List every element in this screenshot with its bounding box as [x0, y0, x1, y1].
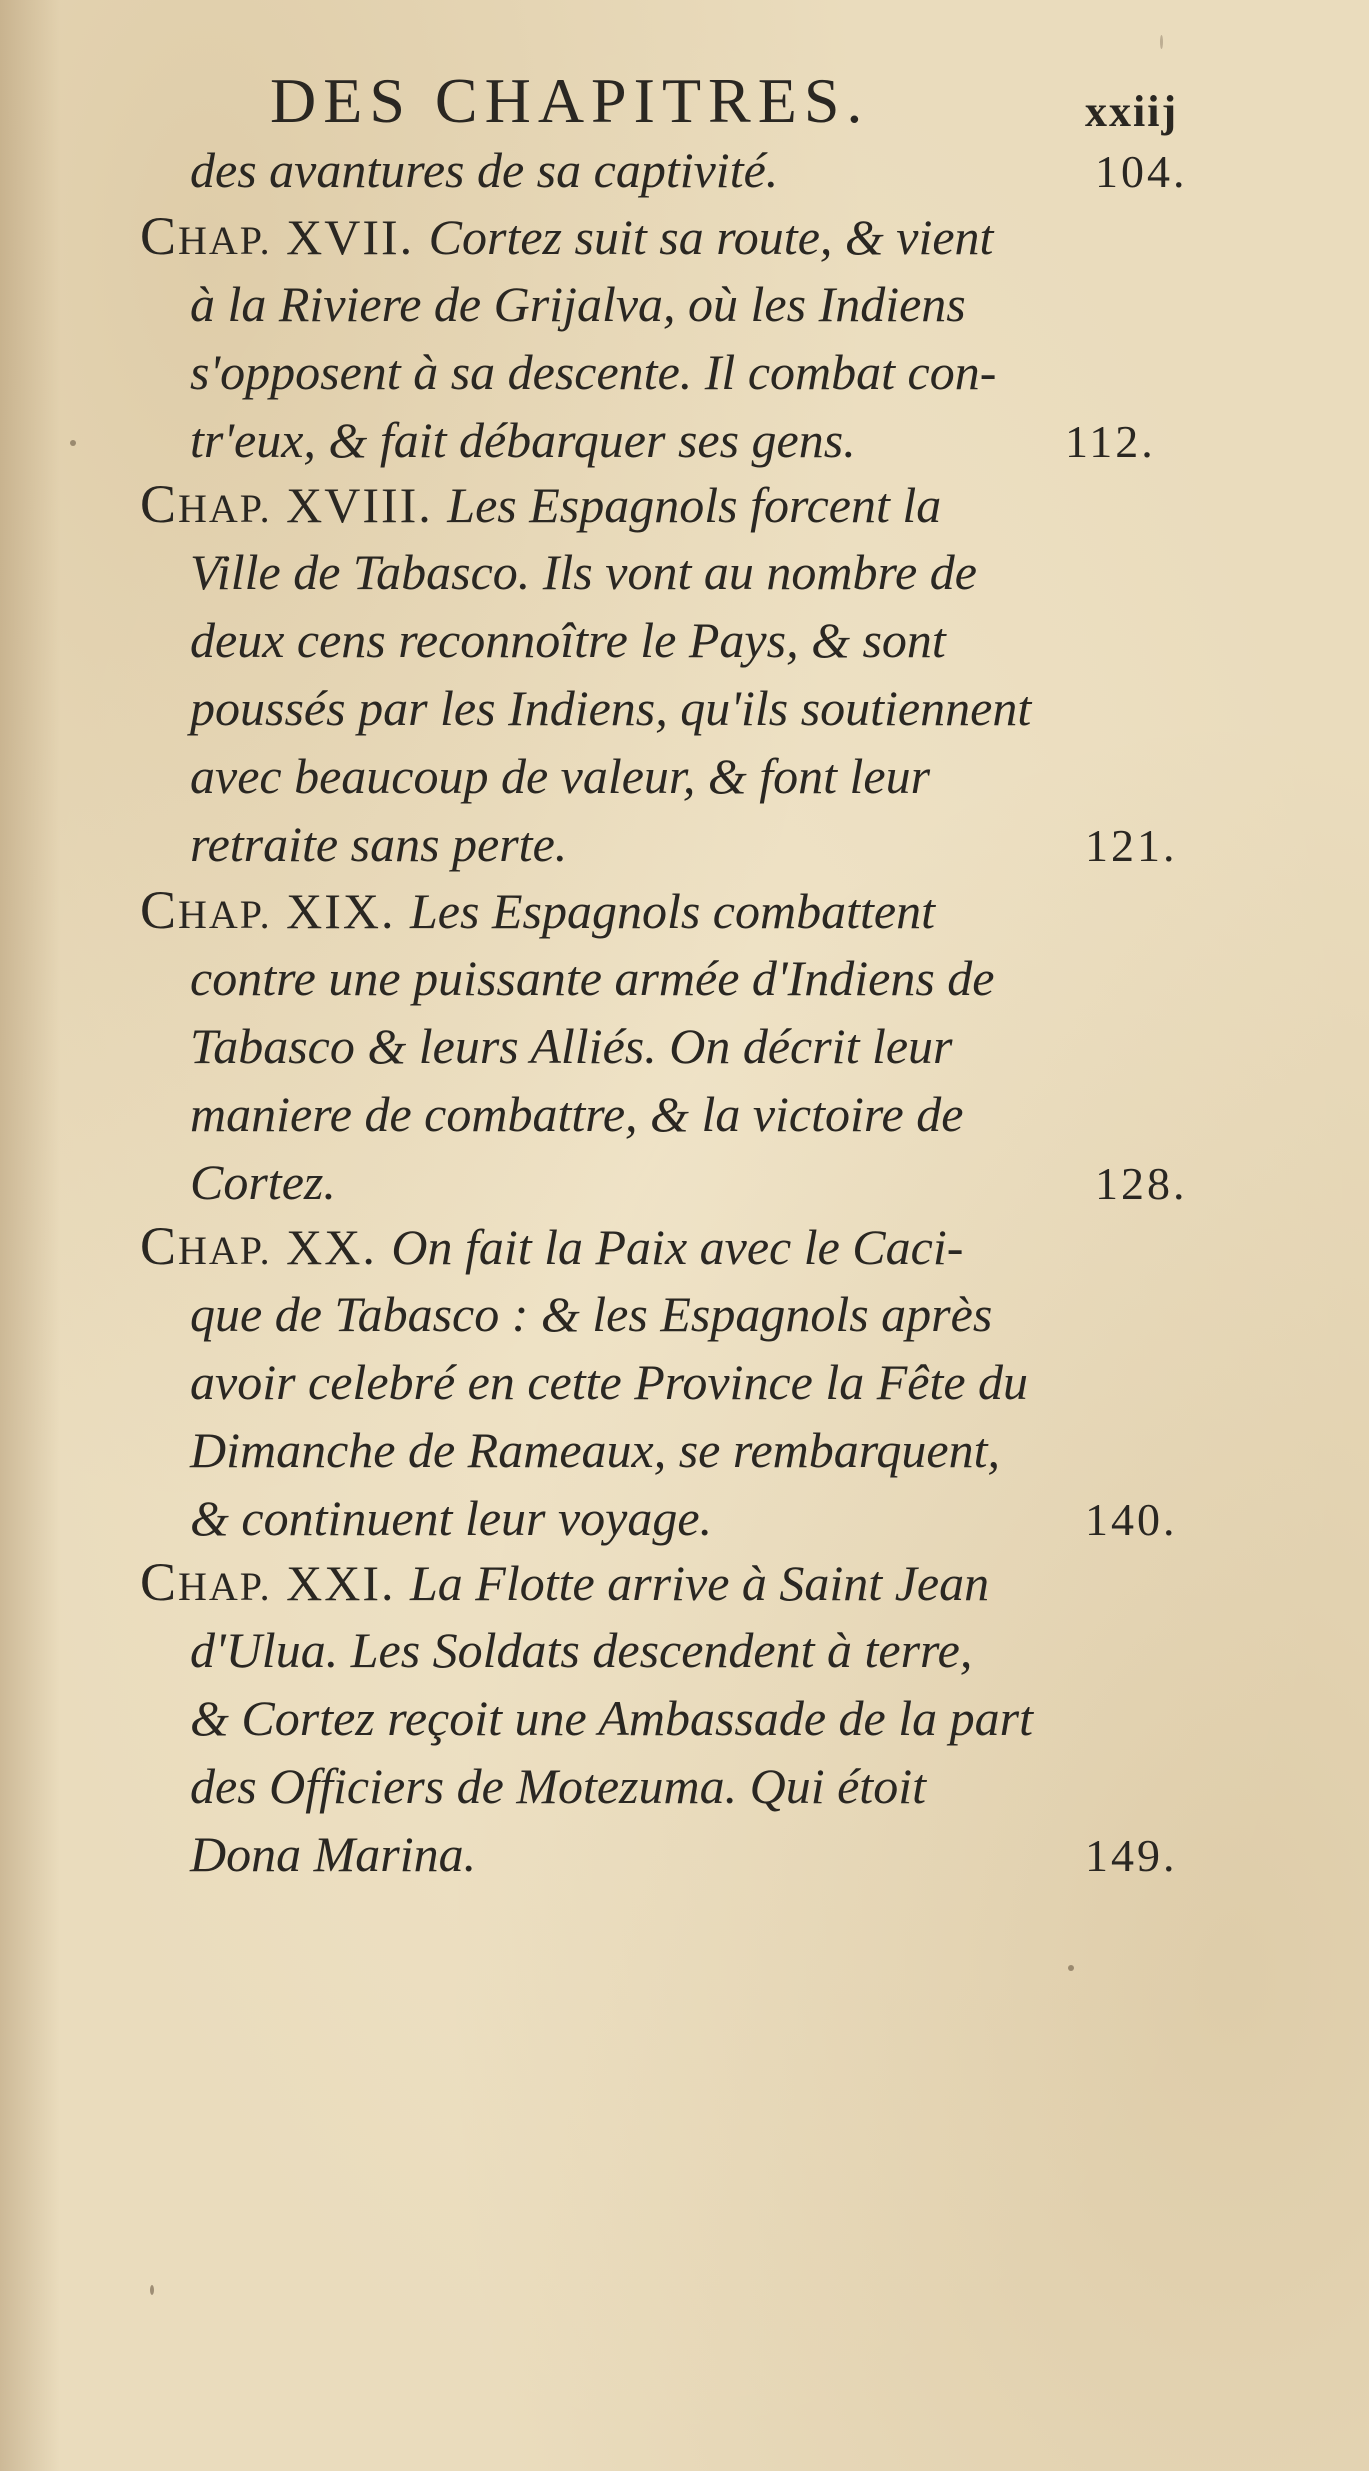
entry-line: Les Espagnols combattent: [410, 883, 935, 939]
page-edge-shadow: [0, 0, 60, 2471]
chapter-number: XXI.: [286, 1555, 396, 1611]
entry-line: Ville de Tabasco. Ils vont au nombre de: [190, 544, 977, 600]
entry-line: que de Tabasco : & les Espagnols après: [190, 1286, 993, 1342]
paper-speck: [1160, 35, 1163, 49]
entry-page-ref: 128.: [1095, 1158, 1188, 1209]
entry-line: & Cortez reçoit une Ambassade de la part: [190, 1690, 1033, 1746]
entry-line: contre une puissante armée d'Indiens de: [190, 950, 995, 1006]
entry-line: Tabasco & leurs Alliés. On décrit leur: [190, 1018, 953, 1074]
chapter-entry-xxi: [140, 1552, 989, 1617]
chapter-label: [140, 1552, 410, 1612]
chapter-label: [140, 1216, 391, 1276]
entry-page-ref: 149.: [1085, 1830, 1178, 1881]
entry-line: d'Ulua. Les Soldats descendent à terre,: [190, 1622, 973, 1678]
entry-line: à la Riviere de Grijalva, où les Indiens: [190, 276, 966, 332]
chapter-label: [140, 880, 410, 940]
entry-line: deux cens reconnoître le Pays, & sont: [190, 612, 946, 668]
entry-line: La Flotte arrive à Saint Jean: [410, 1555, 990, 1611]
chapter-number: XVII.: [286, 209, 415, 265]
chapter-prefix: CHAP.: [140, 1552, 272, 1612]
entry-page-ref: 140.: [1085, 1494, 1178, 1545]
entry-page-ref: 104.: [1095, 146, 1188, 197]
chapter-prefix: CHAP.: [140, 1216, 272, 1276]
chapter-label: [140, 474, 447, 534]
entry-line: des Officiers de Motezuma. Qui étoit: [190, 1758, 926, 1814]
chapter-prefix: CHAP.: [140, 474, 272, 534]
entry-line: avoir celebré en cette Province la Fête du: [190, 1354, 1029, 1410]
chapter-prefix: CHAP.: [140, 880, 272, 940]
entry-line: Les Espagnols forcent la: [447, 477, 942, 533]
chapter-entry-xix: [140, 880, 935, 945]
entry-line: Cortez.: [190, 1154, 336, 1210]
entry-page-ref: 112.: [1065, 416, 1156, 467]
paper-speck: [150, 2285, 154, 2295]
entry-line: On fait la Paix avec le Caci-: [391, 1219, 964, 1275]
entry-line: & continuent leur voyage.: [190, 1490, 713, 1546]
entry-line: Dimanche de Rameaux, se rembarquent,: [190, 1422, 1000, 1478]
paper-speck: [1068, 1965, 1074, 1971]
entry-line: des avantures de sa captivité.: [190, 142, 779, 198]
running-head-title: DES CHAPITRES.: [270, 65, 870, 136]
chapter-entry-xvii: [140, 206, 993, 271]
entry-line: Dona Marina.: [190, 1826, 477, 1882]
chapter-prefix: CHAP.: [140, 206, 272, 266]
chapter-label: [140, 206, 429, 266]
chapter-number: XVIII.: [286, 477, 433, 533]
entry-page-ref: 121.: [1085, 820, 1178, 871]
entry-line: maniere de combattre, & la victoire de: [190, 1086, 964, 1142]
chapter-entry-xx: [140, 1216, 963, 1281]
paper-speck: [70, 440, 76, 446]
chapter-entry-xviii: [140, 474, 941, 539]
entry-line: avec beaucoup de valeur, & font leur: [190, 748, 931, 804]
entry-line: tr'eux, & fait débarquer ses gens.: [190, 412, 856, 468]
entry-line: poussés par les Indiens, qu'ils soutiennent: [190, 680, 1032, 736]
page-number: xxiij: [1085, 87, 1179, 136]
chapter-number: XIX.: [286, 883, 396, 939]
chapter-number: XX.: [286, 1219, 377, 1275]
entry-line: Cortez suit sa route, & vient: [428, 209, 994, 265]
entry-line: retraite sans perte.: [190, 816, 568, 872]
entry-line: s'opposent à sa descente. Il combat con-: [190, 344, 997, 400]
